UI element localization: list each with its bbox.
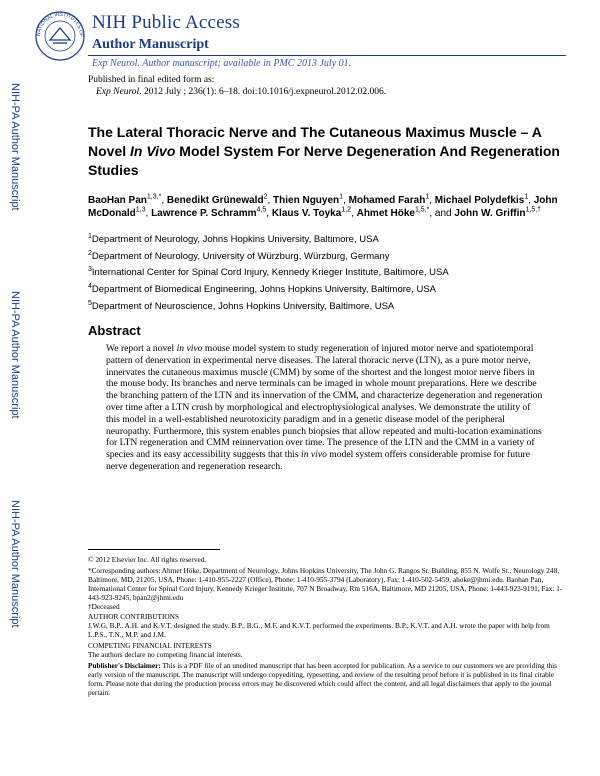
author-separator: , (267, 195, 274, 206)
affiliation-number: 2 (88, 249, 92, 257)
author-name: Michael Polydefkis (434, 195, 525, 206)
author-name: BaoHan Pan (88, 195, 147, 206)
author-name: Lawrence P. Schramm (151, 208, 257, 219)
header-rule (88, 55, 566, 56)
affiliation-number: 3 (88, 265, 92, 273)
copyright-notice: © 2012 Elsevier Inc. All rights reserved. (88, 555, 207, 564)
author-manuscript-label: Author Manuscript (92, 37, 209, 52)
affiliation-text: Department of Neurology, University of Würzburg, Würzburg, Germany (91, 251, 390, 262)
author-name: John McDonald (88, 195, 558, 219)
footnote-rule (88, 549, 220, 550)
abstract-heading: Abstract (88, 323, 141, 338)
author-affiliation-marker: 1,3,* (146, 193, 162, 201)
svg-text:NATIONAL INSTITUTES OF HEALTH (34, 10, 84, 37)
seal-text: NATIONAL INSTITUTES OF (35, 11, 85, 38)
author-name: John W. Griffin (454, 208, 526, 219)
affiliation-text: Department of Neurology, Johns Hopkins University, Baltimore, USA (91, 234, 379, 245)
contributions-text: J.W.G, B.P., A.H. and K.V.T. designed the study. B.P., B.G., M.F. and K.V.T. performed the experiments. B.P., K.V.T. and A.H. wrote the paper with help from L.P.S., T.N., M.P. and J.M. (88, 620, 550, 639)
nih-public-access-title: NIH Public Access (92, 12, 240, 33)
published-in-label: Published in final edited form as: (88, 75, 215, 85)
author-affiliation-marker: 1 (425, 193, 430, 201)
competing-heading: COMPETING FINANCIAL INTERESTS (88, 640, 212, 650)
affiliation-5 (88, 301, 568, 312)
affiliation-1 (88, 234, 568, 245)
journal-name: Exp Neurol (96, 87, 140, 97)
manuscript-availability: Exp Neurol. Author manuscript; available in PMC 2013 July 01. (92, 58, 352, 69)
affiliation-text: Department of Neuroscience, Johns Hopkins University, Baltimore, USA (91, 301, 395, 312)
affiliation-number: 5 (88, 299, 92, 307)
affiliation-3 (88, 267, 568, 278)
corresponding-authors: *Corresponding authors: Ahmet Höke, Department of Neurology, Johns Hopkins University, The John G. Rangos Sr. Building, 855 N. Wolfe St., Neurology 248, Baltimore, MD, 21205, USA, Phone: 1-410-955-2227 (Office), Phone: 1-410-955-3794 (Laboratory), Fax: 1-410-502-5459, ahoke@jhmi.edu. Baohan Pan, International Center for Spinal Cord Injury, Kennedy Krieger Institute, 707 N Broadway, Rm 516A, Baltimore, MD 21205, USA, Phone: 1-443-923-9191, Fax: 1-443-923-9245, bpan2@jhmi.edu (88, 566, 563, 603)
nih-seal-logo (34, 10, 86, 62)
sidebar-label-bottom: NIH-PA Author Manuscript (9, 500, 21, 628)
affiliation-4 (88, 284, 568, 295)
author-separator: , (429, 195, 435, 206)
affiliation-2 (88, 251, 568, 262)
author-affiliation-marker: 1,5,† (525, 206, 542, 214)
affiliation-number: 1 (88, 232, 92, 240)
author-name: Klaus V. Toyka (271, 208, 342, 219)
author-affiliation-marker: 4,5 (256, 206, 267, 214)
author-separator: , (266, 208, 272, 219)
author-affiliation-marker: 2 (263, 193, 268, 201)
author-list (88, 194, 568, 220)
contributions-heading: AUTHOR CONTRIBUTIONS (88, 611, 180, 621)
abstract-body: We report a novel in vivo mouse model system to study regeneration of injured motor nerve and spatiotemporal pattern of denervation in experimental nerve diseases. The lateral thoracic nerve (LTN), as a pure motor nerve, innervates the cutaneous maximus muscle (CMM) by some of the shortest and the longest motor nerve fibers in the mouse body. Its branches and nerve terminals can be imaged in whole mount preparations. Here we describe the branching pattern of the LTN and its innervation of the CMM, and characterize degeneration and regeneration over time after a LTN crush by morphological and electrophysiological analyses. We demonstrate the utility of this model in a well-established neurotoxicity paradigm and in a genetic disease model of the peripheral neuropathy. Furthermore, this system enables punch biopsies that allow repeated and multi-location examinations for LTN regeneration and CMM reinnervation over time. The presence of the LTN and the CMM in a variety of species and its easy accessibility suggests that this in vivo model system offers considerable promise for future nerve degeneration and regeneration research. (106, 343, 543, 472)
author-affiliation-marker: 1 (339, 193, 344, 201)
citation-detail: . 2012 July ; 236(1): 6–18. doi:10.1016/j.expneurol.2012.02.006. (139, 87, 387, 97)
author-separator: , (343, 195, 349, 206)
publisher-disclaimer: Publisher's Disclaimer: This is a PDF file of an unedited manuscript that has been accepted for publication. As a service to our customers we are providing this early version of the manuscript. The manuscript will undergo copyediting, typesetting, and review of the resulting proof before it is published in its final citable form. Please note that during the production process errors may be discovered which could affect the content, and all legal disclaimers that apply to the journal pertain. (88, 661, 557, 698)
deceased-note: †Deceased (88, 602, 120, 612)
footnotes (88, 555, 568, 697)
author-affiliation-marker: 1,5,* (414, 206, 430, 214)
author-name: Thien Nguyen (273, 195, 340, 206)
affiliation-text: International Center for Spinal Cord Injury, Kennedy Krieger Institute, Baltimore, USA (91, 267, 449, 278)
author-separator: , and (429, 208, 455, 219)
author-name: Ahmet Höke (356, 208, 415, 219)
author-name: Benedikt Grünewald (166, 195, 264, 206)
author-separator: , (145, 208, 152, 219)
author-affiliation-marker: 1,3 (135, 206, 146, 214)
article-title: The Lateral Thoracic Nerve and The Cutaneous Maximus Muscle – A Novel In Vivo Model System For Nerve Degeneration And Regeneration Studies (88, 124, 560, 178)
author-separator: , (161, 195, 167, 206)
author-affiliation-marker: 1 (524, 193, 529, 201)
author-name: Mohamed Farah (348, 195, 426, 206)
author-separator: , (528, 195, 534, 206)
author-separator: , (351, 208, 357, 219)
author-affiliation-marker: 1,2 (341, 206, 352, 214)
competing-text: The authors declare no competing financial interests. (88, 649, 243, 659)
affiliation-text: Department of Biomedical Engineering, Johns Hopkins University, Baltimore, USA (91, 284, 436, 295)
sidebar-label-top: NIH-PA Author Manuscript (9, 83, 21, 211)
affiliation-number: 4 (88, 282, 92, 290)
sidebar-label-middle: NIH-PA Author Manuscript (9, 291, 21, 419)
citation-line (96, 87, 386, 97)
